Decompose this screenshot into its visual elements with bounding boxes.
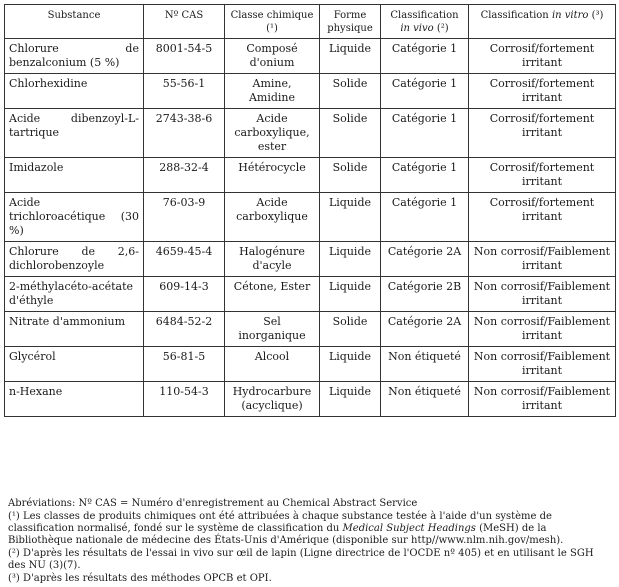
cell-invitro: Corrosif/fortement irritant xyxy=(469,109,616,158)
table-row xyxy=(5,347,616,382)
header-form: Forme physique xyxy=(320,5,381,39)
cell-invivo: Catégorie 2B xyxy=(381,277,469,312)
table-row xyxy=(5,39,616,74)
cell-substance: Nitrate d'ammonium xyxy=(5,312,144,347)
cell-form: Liquide xyxy=(320,242,381,277)
table-row xyxy=(5,312,616,347)
cell-invivo: Catégorie 1 xyxy=(381,193,469,242)
cell-substance: Chlorure de benzalconium (5 %) xyxy=(5,39,144,74)
cell-cas: 609-14-3 xyxy=(144,277,225,312)
cell-invivo: Catégorie 1 xyxy=(381,74,469,109)
cell-cas: 8001-54-5 xyxy=(144,39,225,74)
cell-invitro: Corrosif/fortement irritant xyxy=(469,39,616,74)
cell-invitro: Corrosif/fortement irritant xyxy=(469,74,616,109)
table-row xyxy=(5,382,616,417)
cell-invivo: Catégorie 1 xyxy=(381,109,469,158)
cell-cas: 6484-52-2 xyxy=(144,312,225,347)
cell-class: Hétérocycle xyxy=(225,158,320,193)
cell-form: Solide xyxy=(320,74,381,109)
cell-invivo: Catégorie 1 xyxy=(381,158,469,193)
table-row xyxy=(5,277,616,312)
cell-form: Solide xyxy=(320,158,381,193)
cell-class: Hydrocarbure (acyclique) xyxy=(225,382,320,417)
cell-form: Solide xyxy=(320,109,381,158)
cell-substance: Chlorhexidine xyxy=(5,74,144,109)
cell-invivo: Catégorie 2A xyxy=(381,312,469,347)
cell-substance: Chlorure de 2,6-dichlorobenzoyle xyxy=(5,242,144,277)
table-row xyxy=(5,158,616,193)
cell-invivo: Catégorie 2A xyxy=(381,242,469,277)
cell-class: Amine, Amidine xyxy=(225,74,320,109)
cell-class: Composé d'onium xyxy=(225,39,320,74)
table-row xyxy=(5,242,616,277)
classification-table xyxy=(4,4,616,417)
header-invivo: Classification in vivo (²) xyxy=(381,5,469,39)
table-row xyxy=(5,109,616,158)
cell-class: Acide carboxylique, ester xyxy=(225,109,320,158)
cell-form: Solide xyxy=(320,312,381,347)
header-invitro: Classification in vitro (³) xyxy=(469,5,616,39)
cell-form: Liquide xyxy=(320,277,381,312)
cell-substance: Glycérol xyxy=(5,347,144,382)
footnotes xyxy=(8,498,612,586)
cell-cas: 4659-45-4 xyxy=(144,242,225,277)
table-body xyxy=(5,39,616,417)
cell-invitro: Non corrosif/Faiblement irritant xyxy=(469,277,616,312)
note-2: (²) D'après les résultats de l'essai in vivo sur œil de lapin (Ligne directrice de l'OCDE nº 405) et en utilisant le SGH des NU (3)(7). xyxy=(8,548,594,571)
cell-class: Sel inorganique xyxy=(225,312,320,347)
cell-substance: Acide trichloroacétique (30 %) xyxy=(5,193,144,242)
cell-substance: n-Hexane xyxy=(5,382,144,417)
note-1: (¹) Les classes de produits chimiques ont été attribuées à chaque substance testée à l'aide d'un système de classification normalisé, fondé sur le système de classification du Medical Subject Headings (MeSH) de la Bibliothèque nationale de médecine des États-Unis d'Amérique (disponible sur http//www.nlm.nih.gov/mesh). xyxy=(8,511,564,546)
cell-cas: 288-32-4 xyxy=(144,158,225,193)
cell-invivo: Non étiqueté xyxy=(381,382,469,417)
cell-invitro: Corrosif/fortement irritant xyxy=(469,193,616,242)
cell-form: Liquide xyxy=(320,193,381,242)
cell-invitro: Non corrosif/Faiblement irritant xyxy=(469,242,616,277)
cell-invitro: Non corrosif/Faiblement irritant xyxy=(469,347,616,382)
cell-invitro: Non corrosif/Faiblement irritant xyxy=(469,382,616,417)
cell-cas: 55-56-1 xyxy=(144,74,225,109)
cell-invivo: Catégorie 1 xyxy=(381,39,469,74)
cell-class: Halogénure d'acyle xyxy=(225,242,320,277)
cell-invitro: Corrosif/fortement irritant xyxy=(469,158,616,193)
cell-form: Liquide xyxy=(320,382,381,417)
cell-form: Liquide xyxy=(320,347,381,382)
cell-form: Liquide xyxy=(320,39,381,74)
cell-cas: 56-81-5 xyxy=(144,347,225,382)
cell-class: Acide carboxylique xyxy=(225,193,320,242)
cell-invivo: Non étiqueté xyxy=(381,347,469,382)
header-substance: Substance xyxy=(5,5,144,39)
note-abbreviations: Abréviations: Nº CAS = Numéro d'enregistrement au Chemical Abstract Service xyxy=(8,498,418,509)
table-row xyxy=(5,193,616,242)
header-cas: Nº CAS xyxy=(144,5,225,39)
cell-invitro: Non corrosif/Faiblement irritant xyxy=(469,312,616,347)
cell-substance: Acide dibenzoyl-L-tartrique xyxy=(5,109,144,158)
header-class: Classe chimique (¹) xyxy=(225,5,320,39)
table-row xyxy=(5,74,616,109)
cell-class: Alcool xyxy=(225,347,320,382)
cell-substance: 2-méthylacéto-acétate d'éthyle xyxy=(5,277,144,312)
cell-substance: Imidazole xyxy=(5,158,144,193)
note-3: (³) D'après les résultats des méthodes OPCB et OPI. xyxy=(8,573,272,584)
cell-class: Cétone, Ester xyxy=(225,277,320,312)
cell-cas: 76-03-9 xyxy=(144,193,225,242)
cell-cas: 110-54-3 xyxy=(144,382,225,417)
header-row xyxy=(5,5,616,39)
cell-cas: 2743-38-6 xyxy=(144,109,225,158)
